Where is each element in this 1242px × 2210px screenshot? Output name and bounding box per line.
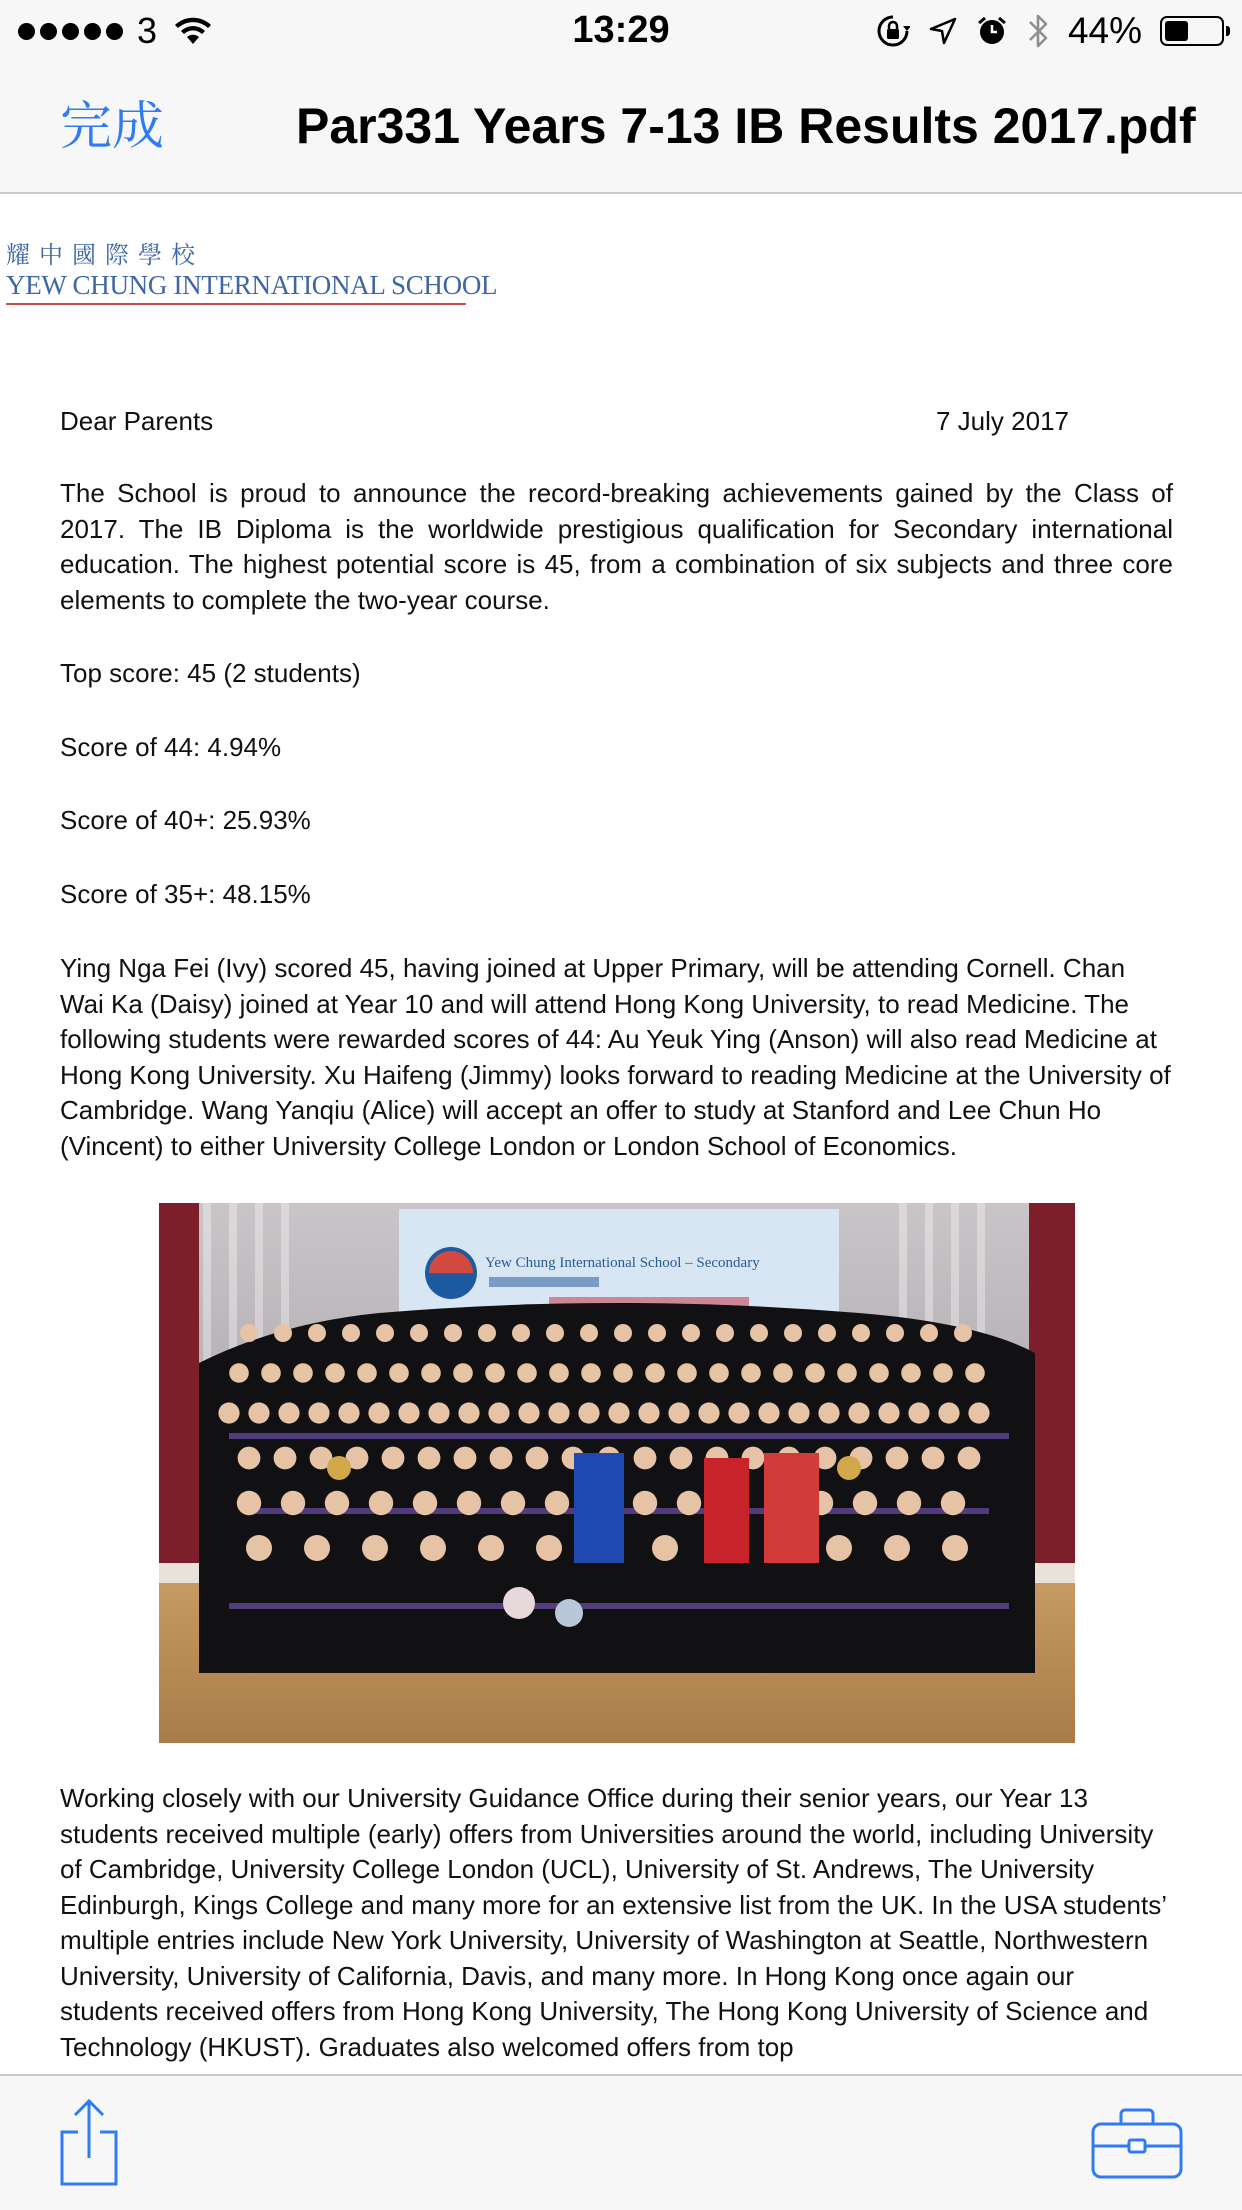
battery-level bbox=[1165, 21, 1188, 41]
toolbox-icon bbox=[1090, 2106, 1184, 2180]
bluetooth-icon bbox=[1026, 12, 1050, 50]
navigation-bar bbox=[0, 62, 1242, 192]
share-icon bbox=[58, 2098, 120, 2188]
document-title: Par331 Years 7-13 IB Results 2017.pdf bbox=[296, 98, 1196, 154]
school-logo bbox=[6, 240, 498, 305]
logo-english-name: YEW CHUNG INTERNATIONAL SCHOOL bbox=[6, 270, 498, 300]
toolbox-button[interactable] bbox=[1090, 2106, 1184, 2180]
wifi-icon bbox=[173, 16, 213, 46]
battery-percent: 44% bbox=[1067, 10, 1142, 51]
salutation: Dear Parents bbox=[60, 406, 214, 436]
battery-icon bbox=[1160, 16, 1224, 46]
clock: 13:29 bbox=[572, 9, 670, 51]
stat-top-score: Top score: 45 (2 students) bbox=[60, 658, 361, 688]
bottom-toolbar bbox=[0, 2074, 1242, 2210]
graduation-photo bbox=[159, 1203, 1075, 1743]
logo-underline bbox=[6, 303, 466, 305]
logo-chinese-name: 耀中國際學校 bbox=[6, 241, 204, 269]
signal-strength-icon bbox=[18, 23, 123, 40]
top-bar bbox=[0, 0, 1242, 194]
done-button[interactable]: 完成 bbox=[60, 98, 165, 156]
status-icons bbox=[876, 10, 1224, 52]
stat-score-40: Score of 40+: 25.93% bbox=[60, 805, 311, 835]
graduation-photo-illustration bbox=[159, 1203, 1075, 1743]
status-bar bbox=[0, 0, 1242, 62]
pdf-page[interactable] bbox=[0, 194, 1242, 2074]
rotation-lock-icon bbox=[876, 14, 910, 48]
share-button[interactable] bbox=[58, 2098, 120, 2188]
intro-paragraph: The School is proud to announce the record-breaking achievements gained by the Class of 2017. The IB Diploma is the worldwide prestigious qualification for Secondary international education. The highest potential score is 45, from a combination of six subjects and three core elements to complete the two-year course. bbox=[60, 478, 1173, 615]
letter-date: 7 July 2017 bbox=[936, 406, 1069, 436]
location-icon bbox=[928, 16, 958, 46]
students-paragraph: Ying Nga Fei (Ivy) scored 45, having joined at Upper Primary, will be attending Cornell. Chan Wai Ka (Daisy) joined at Year 10 and will attend Hong Kong University, to read Medicine. The following students were rewarded scores of 44: Au Yeuk Ying (Anson) will also read Medicine at Hong Kong University. Xu Haifeng (Jimmy) looks forward to reading Medicine at the University of Cambridge. Wang Yanqiu (Alice) will accept an offer to study at Stanford and Lee Chun Ho (Vincent) to either University College London or London School of Economics. bbox=[60, 953, 1171, 1161]
photo-banner-text: Yew Chung International School – Secondary bbox=[485, 1255, 760, 1271]
carrier-name: 3 bbox=[137, 10, 158, 51]
stat-score-44: Score of 44: 4.94% bbox=[60, 732, 282, 762]
stat-score-35: Score of 35+: 48.15% bbox=[60, 879, 311, 909]
signal-group bbox=[18, 10, 213, 52]
alarm-icon bbox=[976, 15, 1008, 47]
offers-paragraph: Working closely with our University Guidance Office during their senior years, our Year 13 students received multiple (early) offers from Universities around the world, including University of Cambridge, University College London (UCL), University of St. Andrews, The University Edinburgh, Kings College and many more for an extensive list from the UK. In the USA students’ multiple entries include New York University, University of Washington at Seattle, Northwestern University, University of California, Davis, and many more. In Hong Kong once again our students received offers from Hong Kong University, The Hong Kong University of Science and Technology (HKUST). Graduates also welcomed offers from top bbox=[60, 1783, 1167, 2062]
